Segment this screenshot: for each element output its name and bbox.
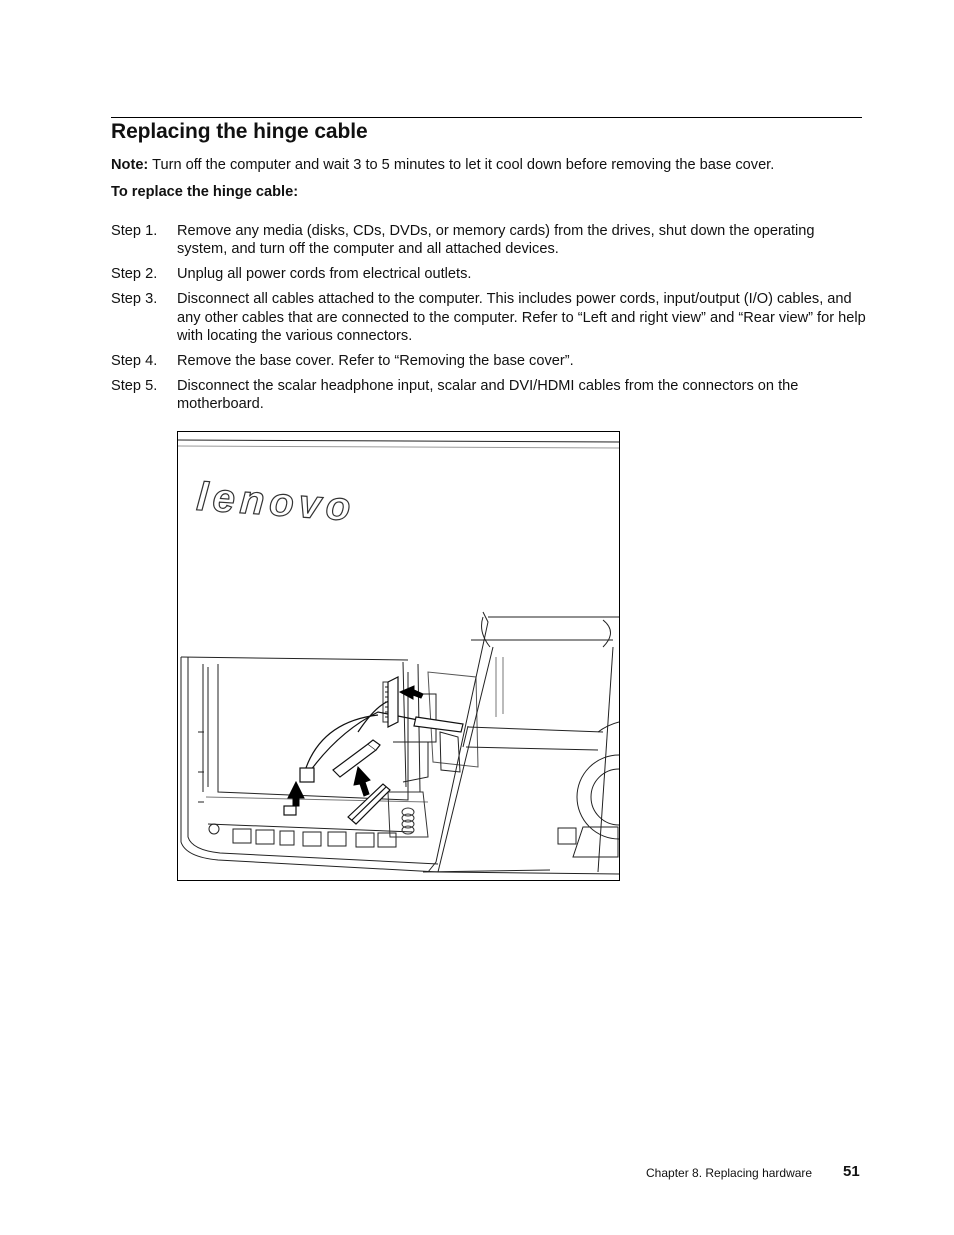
step-number: Step 4. bbox=[111, 352, 158, 369]
note-text: Turn off the computer and wait 3 to 5 minutes to let it cool down before removing the base cover. bbox=[152, 157, 775, 173]
small-socket bbox=[284, 806, 296, 815]
io-ports bbox=[208, 824, 413, 847]
step-number: Step 3. bbox=[111, 291, 158, 308]
footer-page-number: 51 bbox=[843, 1163, 860, 1180]
step-text: Unplug all power cords from electrical outlets. bbox=[177, 266, 472, 283]
step-item bbox=[111, 290, 871, 345]
headphone-plug bbox=[300, 768, 314, 782]
hinge-cable-sleeve bbox=[414, 717, 463, 732]
title-rule bbox=[111, 117, 862, 118]
step-item bbox=[111, 265, 871, 283]
footer-chapter: Chapter 8. Replacing hardware bbox=[646, 1166, 813, 1180]
arrow-up-dvi bbox=[354, 767, 370, 796]
procedure-heading: To replace the hinge cable: bbox=[111, 184, 299, 200]
note-label: Note: bbox=[111, 157, 149, 173]
step-number: Step 1. bbox=[111, 223, 158, 239]
chassis-outline bbox=[181, 657, 619, 874]
step-item bbox=[111, 222, 871, 259]
arrow-up-headphone bbox=[288, 782, 304, 806]
dvi-plug bbox=[333, 744, 376, 777]
cables bbox=[303, 700, 456, 777]
scalar-plug bbox=[388, 677, 398, 727]
step-number: Step 2. bbox=[111, 266, 158, 283]
speaker-fan bbox=[558, 722, 619, 857]
step-text: Remove the base cover. Refer to “Removing the base cover”. bbox=[177, 352, 574, 369]
stand-arm bbox=[423, 612, 619, 872]
step-item bbox=[111, 352, 871, 370]
step-number: Step 5. bbox=[111, 377, 158, 394]
step-text: Disconnect all cables attached to the computer. This includes power cords, input/output (I/O) cables, and any other cables that are connected to the computer. Refer to “Left and right view” and “Rear view” for help with locating the various connectors. bbox=[177, 291, 866, 345]
hinge-cable-illustration bbox=[177, 431, 620, 881]
step-text: Disconnect the scalar headphone input, scalar and DVI/HDMI cables from the connectors on the motherboard. bbox=[177, 377, 799, 413]
illustration-drawing bbox=[178, 432, 619, 880]
back-cover-edge bbox=[178, 440, 619, 442]
step-list bbox=[111, 222, 871, 420]
lenovo-logo: lenovo bbox=[195, 474, 357, 530]
page-title: Replacing the hinge cable bbox=[111, 120, 368, 143]
removal-arrows bbox=[288, 686, 423, 806]
step-item bbox=[111, 377, 871, 414]
step-text: Remove any media (disks, CDs, DVDs, or memory cards) from the drives, shut down the operating system, and turn off the computer and all attached devices. bbox=[177, 223, 815, 258]
note bbox=[111, 157, 774, 173]
